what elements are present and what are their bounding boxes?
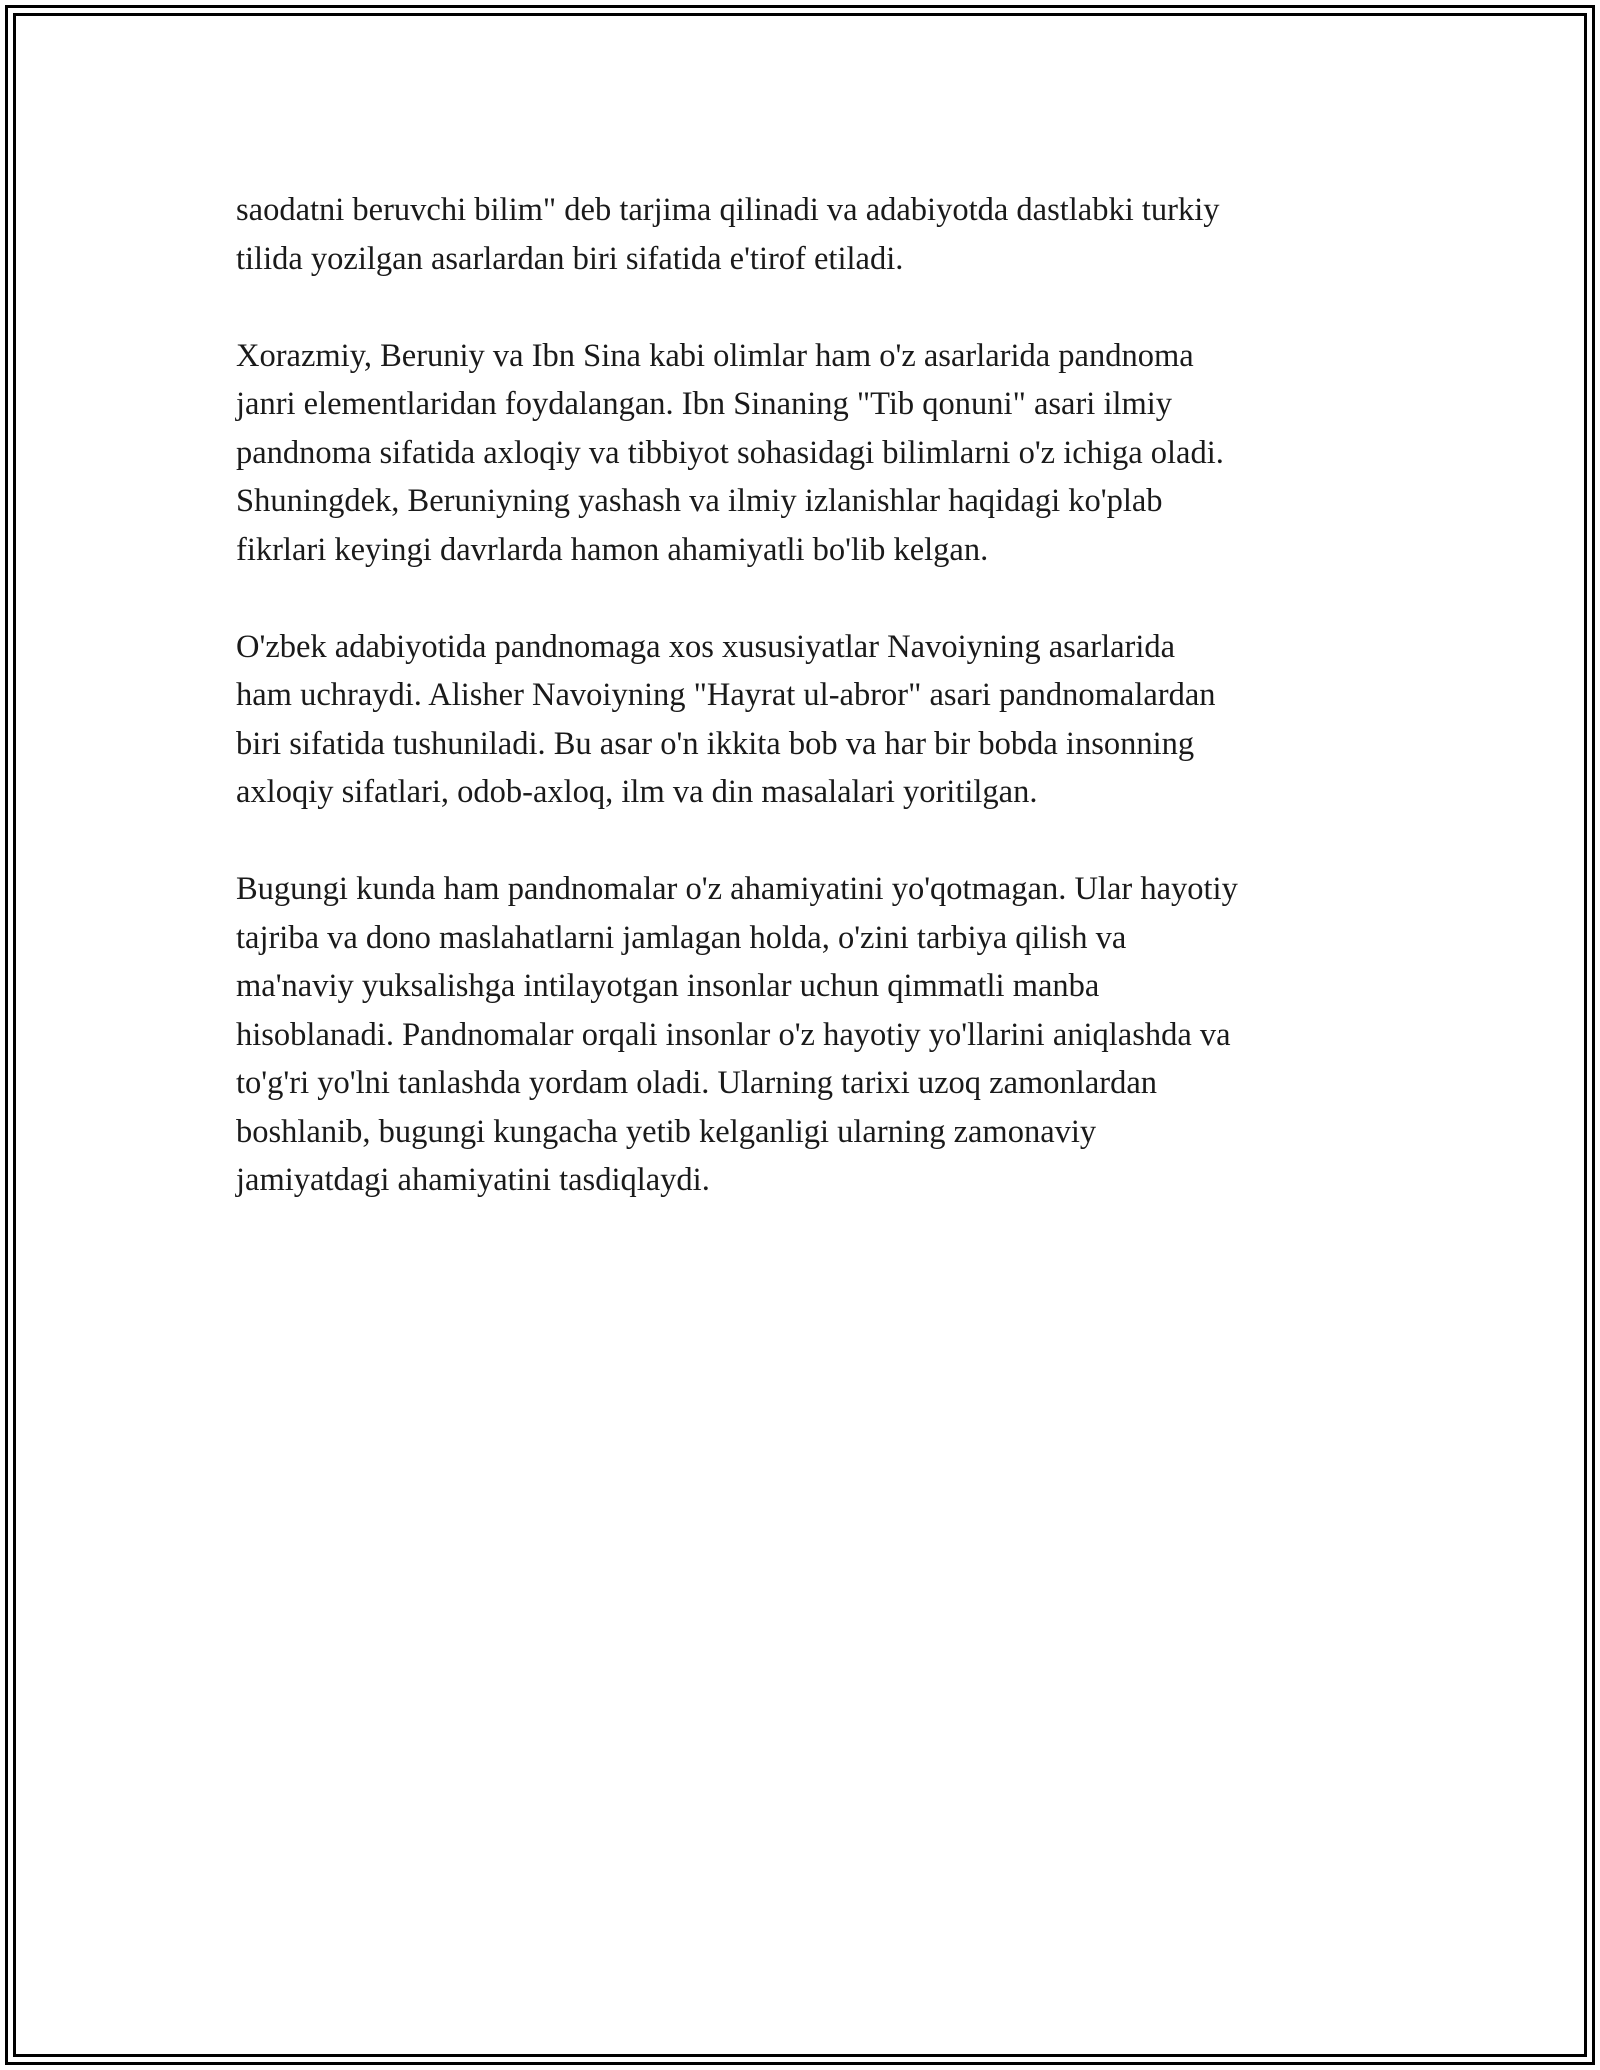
document-body — [236, 186, 1366, 1253]
paragraph-1: saodatni beruvchi bilim" deb tarjima qilinadi va adabiyotda dastlabki turkiy tilida yozilgan asarlardan biri sifatida e'tirof etiladi. — [236, 192, 1220, 277]
paragraph-2: Xorazmiy, Beruniy va Ibn Sina kabi olimlar ham o'z asarlarida pandnoma janri elementlaridan foydalangan. Ibn Sinaning "Tib qonuni" asari ilmiy pandnoma sifatida axloqiy va tibbiyot sohasidagi bilimlarni o'z ichiga oladi. Shuningdek, Beruniyning yashash va ilmiy izlanishlar haqidagi ko'plab fikrlari keyingi davrlarda hamon ahamiyatli bo'lib kelgan. — [236, 337, 1224, 568]
paragraph-3: O'zbek adabiyotida pandnomaga xos xususiyatlar Navoiyning asarlarida ham uchraydi. Alisher Navoiyning "Hayrat ul-abror" asari pandnomalardan biri sifatida tushuniladi. Bu asar o'n ikkita bob va har bir bobda insonning axloqiy sifatlari, odob-axloq, ilm va din masalalari yoritilgan. — [236, 628, 1216, 810]
paragraph-4: Bugungi kunda ham pandnomalar o'z ahamiyatini yo'qotmagan. Ular hayotiy tajriba va dono maslahatlarni jamlagan holda, o'zini tarbiya qilish va ma'naviy yuksalishga intilayotgan insonlar uchun qimmatli manba hisoblanadi. Pandnomalar orqali insonlar o'z hayotiy yo'llarini aniqlashda va to'g'ri yo'lni tanlashda yordam oladi. Ularning tarixi uzoq zamonlardan boshlanib, bugungi kungacha yetib kelganligi ularning zamonaviy jamiyatdagi ahamiyatini tasdiqlaydi. — [236, 871, 1238, 1198]
